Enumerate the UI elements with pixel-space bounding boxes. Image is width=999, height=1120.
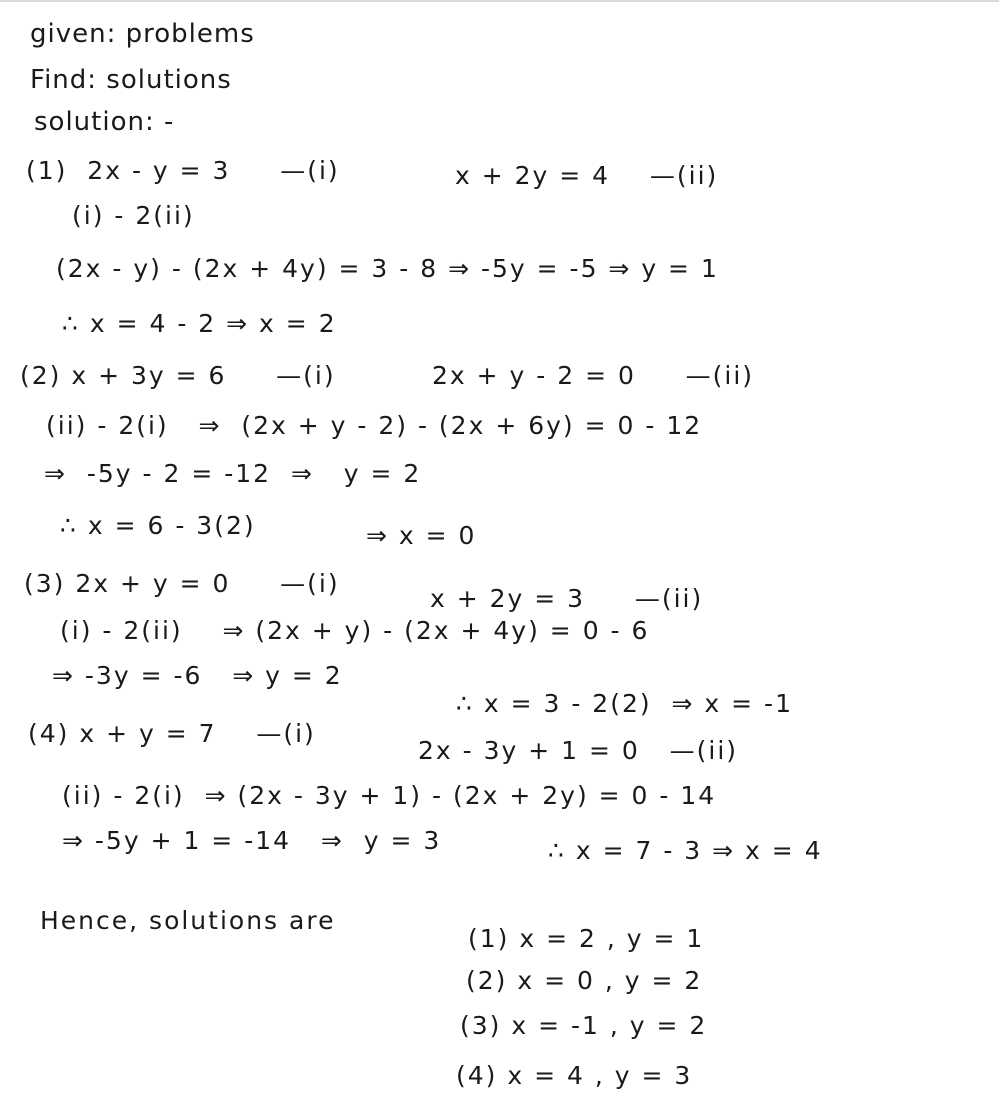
- p1-operation: (i) - 2(ii): [72, 201, 195, 230]
- p1-result: ∴ x = 4 - 2 ⇒ x = 2: [62, 309, 337, 338]
- p4-equation-i: (4) x + y = 7 —(i): [28, 719, 316, 748]
- p1-equation-i: (1) 2x - y = 3 —(i): [26, 156, 340, 185]
- top-divider: [0, 0, 999, 2]
- p1-equation-ii: x + 2y = 4 —(ii): [455, 161, 719, 190]
- p2-operation: (ii) - 2(i) ⇒ (2x + y - 2) - (2x + 6y) = 0 - 12: [46, 411, 703, 440]
- find-line: Find: solutions: [30, 65, 232, 95]
- answer-3: (3) x = -1 , y = 2: [460, 1011, 708, 1040]
- p3-result: ∴ x = 3 - 2(2) ⇒ x = -1: [456, 689, 793, 718]
- p4-step: ⇒ -5y + 1 = -14 ⇒ y = 3: [62, 826, 442, 855]
- p2-result: ⇒ x = 0: [366, 521, 477, 550]
- answer-2: (2) x = 0 , y = 2: [466, 966, 703, 995]
- p1-step: (2x - y) - (2x + 4y) = 3 - 8 ⇒ -5y = -5 ⇒ y = 1: [56, 254, 719, 283]
- solution-line: solution: -: [34, 107, 175, 137]
- answer-4: (4) x = 4 , y = 3: [456, 1061, 693, 1090]
- given-line: given: problems: [30, 19, 255, 49]
- p2-equation-i: (2) x + 3y = 6 —(i): [20, 361, 336, 390]
- p2-step: ⇒ -5y - 2 = -12 ⇒ y = 2: [44, 459, 422, 488]
- p3-equation-i: (3) 2x + y = 0 —(i): [24, 569, 340, 598]
- p2-result-substitution: ∴ x = 6 - 3(2): [60, 511, 256, 540]
- answer-1: (1) x = 2 , y = 1: [468, 924, 705, 953]
- p4-result: ∴ x = 7 - 3 ⇒ x = 4: [548, 836, 823, 865]
- p3-equation-ii: x + 2y = 3 —(ii): [430, 584, 704, 613]
- p4-operation: (ii) - 2(i) ⇒ (2x - 3y + 1) - (2x + 2y) = 0 - 14: [62, 781, 717, 810]
- p3-operation: (i) - 2(ii) ⇒ (2x + y) - (2x + 4y) = 0 - 6: [60, 616, 650, 645]
- p4-equation-ii: 2x - 3y + 1 = 0 —(ii): [418, 736, 739, 765]
- p2-equation-ii: 2x + y - 2 = 0 —(ii): [432, 361, 755, 390]
- p3-step: ⇒ -3y = -6 ⇒ y = 2: [52, 661, 343, 690]
- conclusion-intro: Hence, solutions are: [40, 906, 336, 935]
